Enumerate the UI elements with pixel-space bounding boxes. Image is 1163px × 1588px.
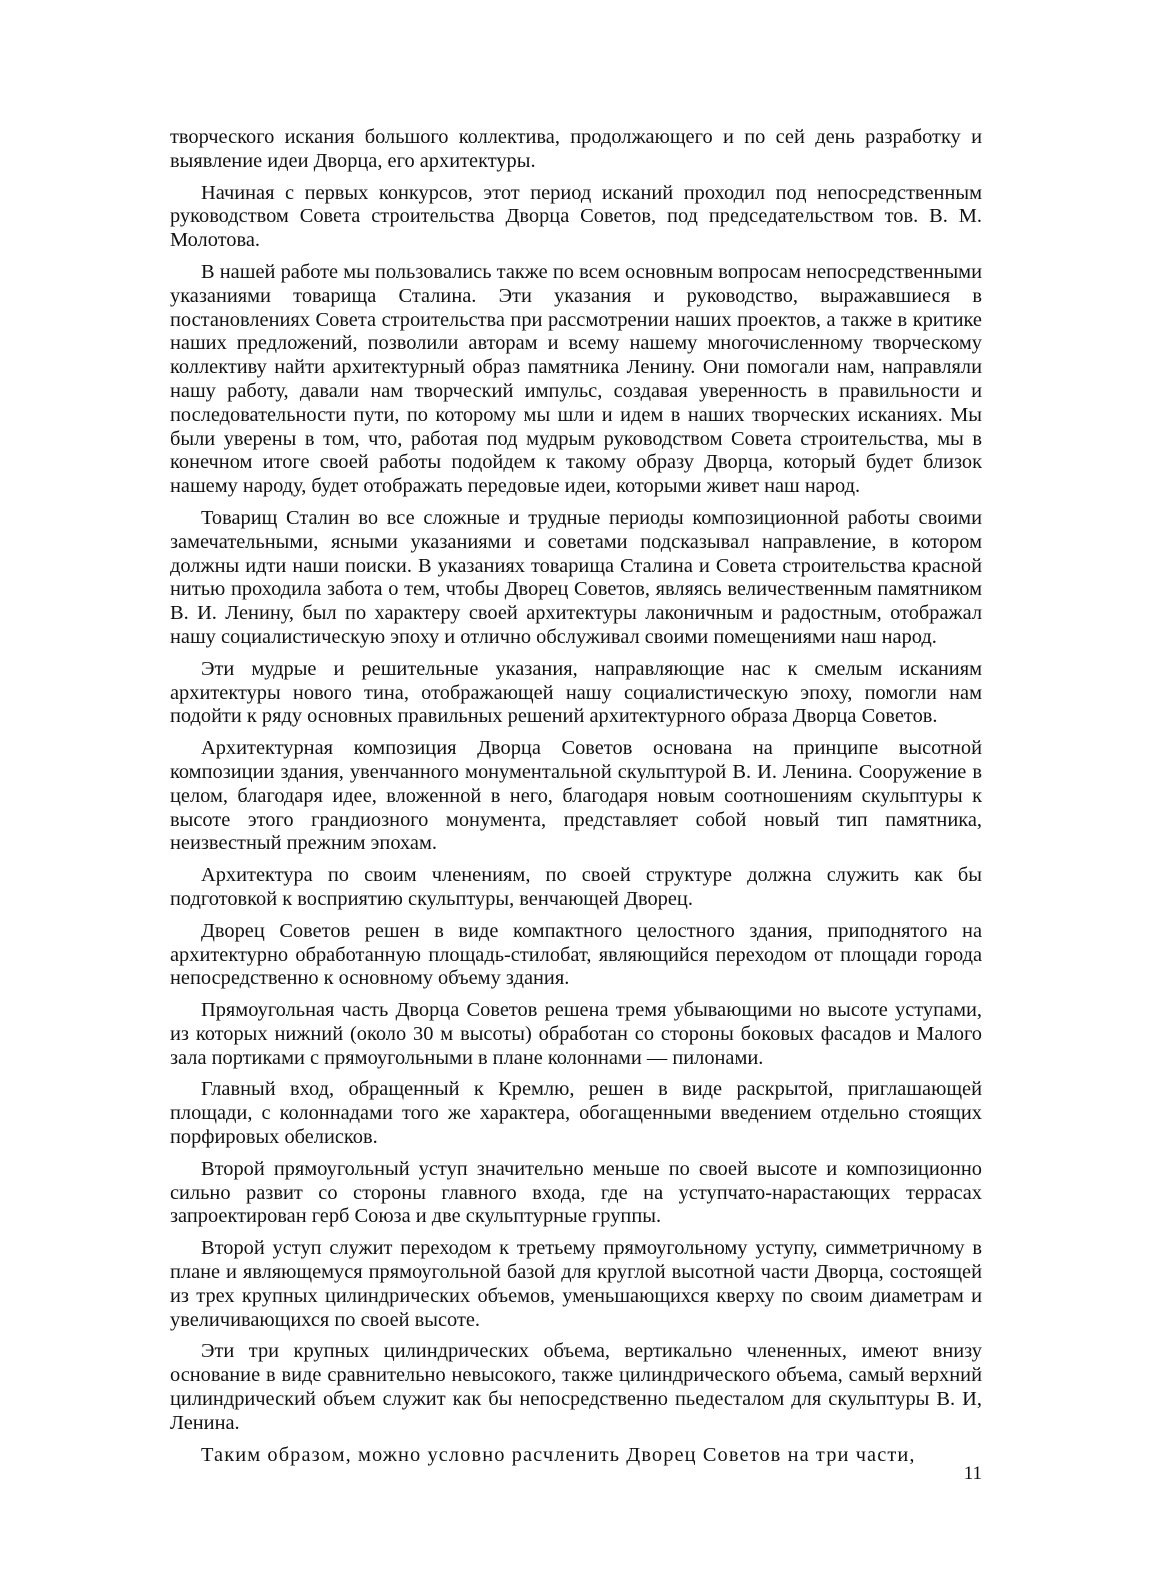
paragraph: Дворец Советов решен в виде компактного целостного здания, приподнятого на архитектурно обработанную площадь-стилобат, являющийся переходом от площади города непосредственно к основному объему здания. xyxy=(170,919,982,990)
document-page xyxy=(170,126,982,1475)
paragraph: Начиная с первых конкурсов, этот период исканий проходил под непосредственным руководством Совета строительства Дворца Советов, под председательством тов. В. М. Молотова. xyxy=(170,181,982,252)
paragraph: Архитектурная композиция Дворца Советов основана на принципе высотной композиции здания, увенчанного монументальной скульптурой В. И. Ленина. Сооружение в целом, благодаря идее, вложенной в него, благодаря новым соотношениям скульптуры к высоте этого грандиозного монумента, представляет собой новый тип памятника, неизвестный прежним эпохам. xyxy=(170,737,982,855)
paragraph: Эти мудрые и решительные указания, направляющие нас к смелым исканиям архитектуры нового тина, отображающей нашу социалистическую эпоху, помогли нам подойти к ряду основных правильных решений архитектурного образа Дворца Советов. xyxy=(170,657,982,728)
paragraph: Второй прямоугольный уступ значительно меньше по своей высоте и композиционно сильно развит со стороны главного входа, где на уступчато-нарастающих террасах запроектирован герб Союза и две скульптурные группы. xyxy=(170,1157,982,1228)
paragraph: Эти три крупных цилиндрических объема, вертикально члененных, имеют внизу основание в виде сравнительно невысокого, также цилиндрического объема, самый верхний цилиндрический объем служит как бы непосредственно пьедесталом для скульптуры В. И, Ленина. xyxy=(170,1340,982,1434)
paragraph: Второй уступ служит переходом к третьему прямоугольному уступу, симметричному в плане и являющемуся прямоугольной базой для круглой высотной части Дворца, состоящей из трех крупных цилиндрических объемов, уменьшающихся кверху по своим диаметрам и увеличивающихся по своей высоте. xyxy=(170,1237,982,1331)
paragraph: Архитектура по своим членениям, по своей структуре должна служить как бы подготовкой к восприятию скульптуры, венчающей Дворец. xyxy=(170,864,982,910)
paragraph: Главный вход, обращенный к Кремлю, решен в виде раскрытой, приглашающей площади, с колоннадами того же характера, обогащенными введением отдельно стоящих порфировых обелисков. xyxy=(170,1078,982,1149)
paragraph-final: Таким образом, можно условно расчленить Дворец Советов на три части, xyxy=(201,1443,916,1466)
paragraph: В нашей работе мы пользовались также по всем основным вопросам непосредственными указаниями товарища Сталина. Эти указания и руководство, выражавшиеся в постановлениях Совета строительства при рассмотрении наших проектов, а также в критике наших предложений, позволили авторам и всему нашему многочисленному творческому коллективу найти архитектурный образ памятника Ленину. Они помогали нам, направляли нашу работу, давали нам творческий импульс, создавая уверенность в правильности и последовательности пути, по которому мы шли и идем в наших творческих исканиях. Мы были уверены в том, что, работая под мудрым руководством Совета строительства, мы в конечном итоге своей работы подойдем к такому образу Дворца, который будет близок нашему народу, будет отображать передовые идеи, которыми живет наш народ. xyxy=(170,260,982,498)
paragraph: Прямоугольная часть Дворца Советов решена тремя убывающими но высоте уступами, из которых нижний (около 30 м высоты) обработан со стороны боковых фасадов и Малого зала портиками с прямоугольными в плане колоннами — пилонами. xyxy=(170,999,982,1069)
paragraph: Товарищ Сталин во все сложные и трудные периоды композиционной работы своими замечательными, ясными указаниями и советами подсказывал направление, в котором должны идти наши поиски. В указаниях товарища Сталина и Совета строительства красной нитью проходила забота о тем, чтобы Дворец Советов, являясь величественным памятником В. И. Ленину, был по характеру своей архитектуры лаконичным и радостным, отображал нашу социалистическую эпоху и отлично обслуживал своими помещениями наш народ. xyxy=(170,506,982,648)
paragraph-continuation: творческого искания большого коллектива, продолжающего и по сей день разработку и выявление идеи Дворца, его архитектуры. xyxy=(170,126,982,172)
page-number: 11 xyxy=(963,1463,982,1484)
